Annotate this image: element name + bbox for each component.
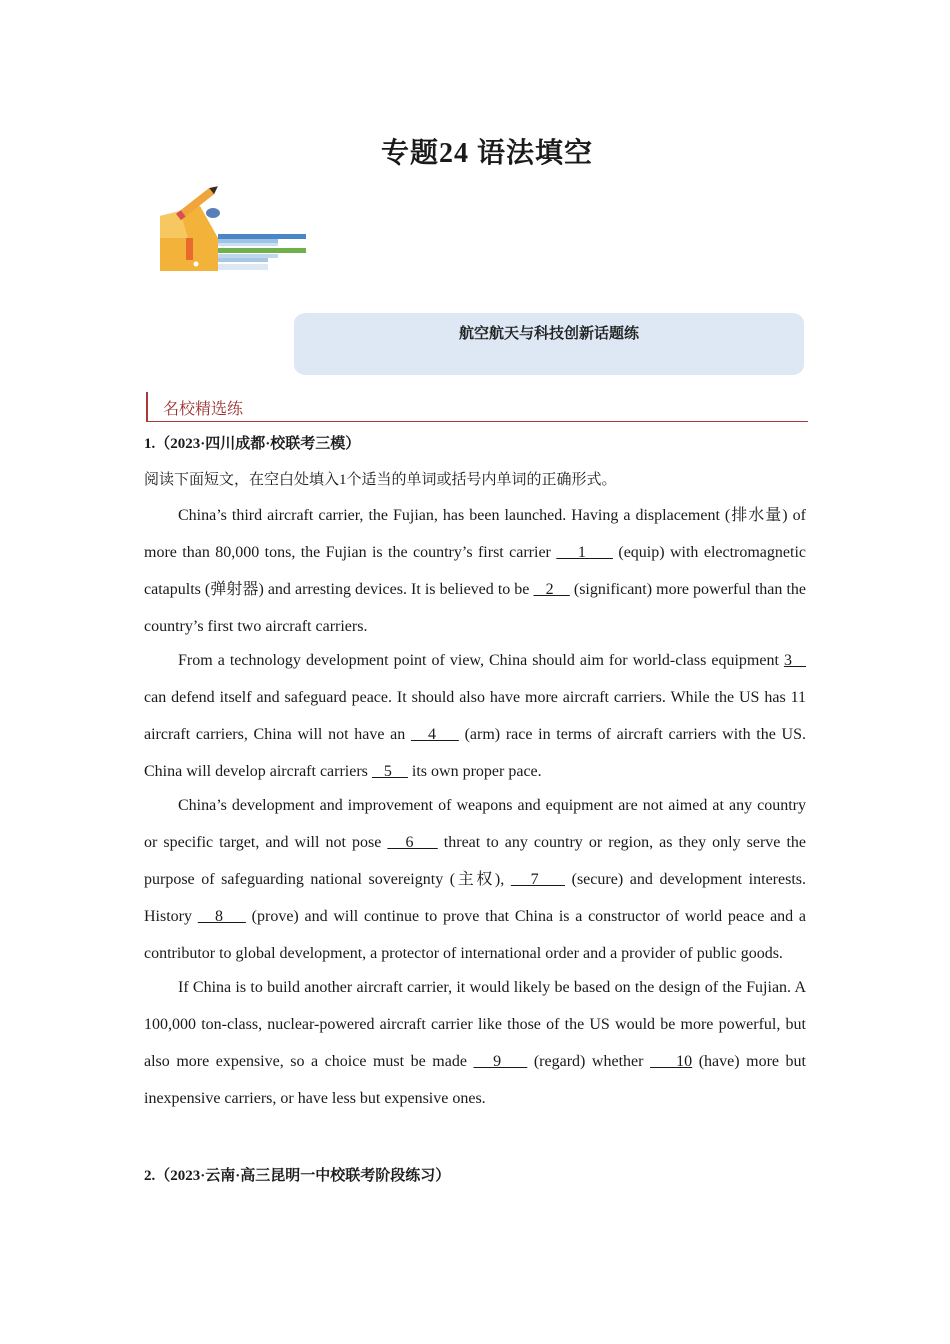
passage-paragraph: From a technology development point of view, China should aim for world-class equipment 3 can defend itself and safeguard peace. It should also have more aircraft carriers. While the US has 11 aircraft carriers, China will not have an 4 (arm) race in terms of aircraft carriers with the US. China will develop aircraft carriers 5 its own proper pace. [144,652,807,780]
blank-7[interactable]: 7 [510,871,566,888]
blank-3[interactable]: 3 [783,652,807,669]
passage-paragraph: If China is to build another aircraft carrier, it would likely be based on the design of the Fujian. A 100,000 ton-class, nuclear-powered aircraft carrier like those of the US would be more powerful, but also more expensive, so a choice must be made 9 (regard) whether 10 (have) more but inexpensive carriers, or have less but expensive ones. [144,979,807,1107]
question-1-instruction: 阅读下面短文，在空白处填入1个适当的单词或括号内单词的正确形式。 [144,472,617,488]
section-header [146,392,808,422]
blank-9[interactable]: 9 [473,1053,528,1070]
blank-4[interactable]: 4 [410,726,459,743]
section-label: 名校精选练 [163,399,244,418]
question-1-heading: 1.（2023·四川成都·校联考三模） [144,436,361,452]
question-2-heading: 2.（2023·云南·高三昆明一中校联考阶段练习） [144,1168,451,1184]
passage-paragraph: China’s third aircraft carrier, the Fujian, has been launched. Having a displacement (排水量) of more than 80,000 tons, the Fujian is the country’s first carrier 1 (equip) with electromagnetic catapults (弹射器) and arresting devices. It is believed to be 2 (significant) more powerful than the country’s first two aircraft carriers. [144,507,807,635]
banner-text: 航空航天与科技创新话题练 [458,324,639,342]
blank-2[interactable]: 2 [533,581,570,598]
blank-6[interactable]: 6 [387,834,438,851]
page-title: 专题24 语法填空 [380,138,593,169]
blank-10[interactable]: 10 [650,1053,693,1070]
passage-paragraph: China’s development and improvement of weapons and equipment are not aimed at any country or specific target, and will not pose 6 threat to any country or region, as they only serve the purpose of safeguarding national sovereignty (主权), 7 (secure) and development interests. History 8 (prove) and will continue to prove that China is a constructor of world peace and a contributor to global development, a protector of international order and a provider of public goods. [144,797,807,962]
question-1-passage [144,497,806,1114]
blank-5[interactable]: 5 [371,763,408,780]
blank-1[interactable]: 1 [556,544,613,561]
topic-banner [294,313,804,375]
books-pencil-illustration [158,178,308,273]
blank-8[interactable]: 8 [197,908,246,925]
